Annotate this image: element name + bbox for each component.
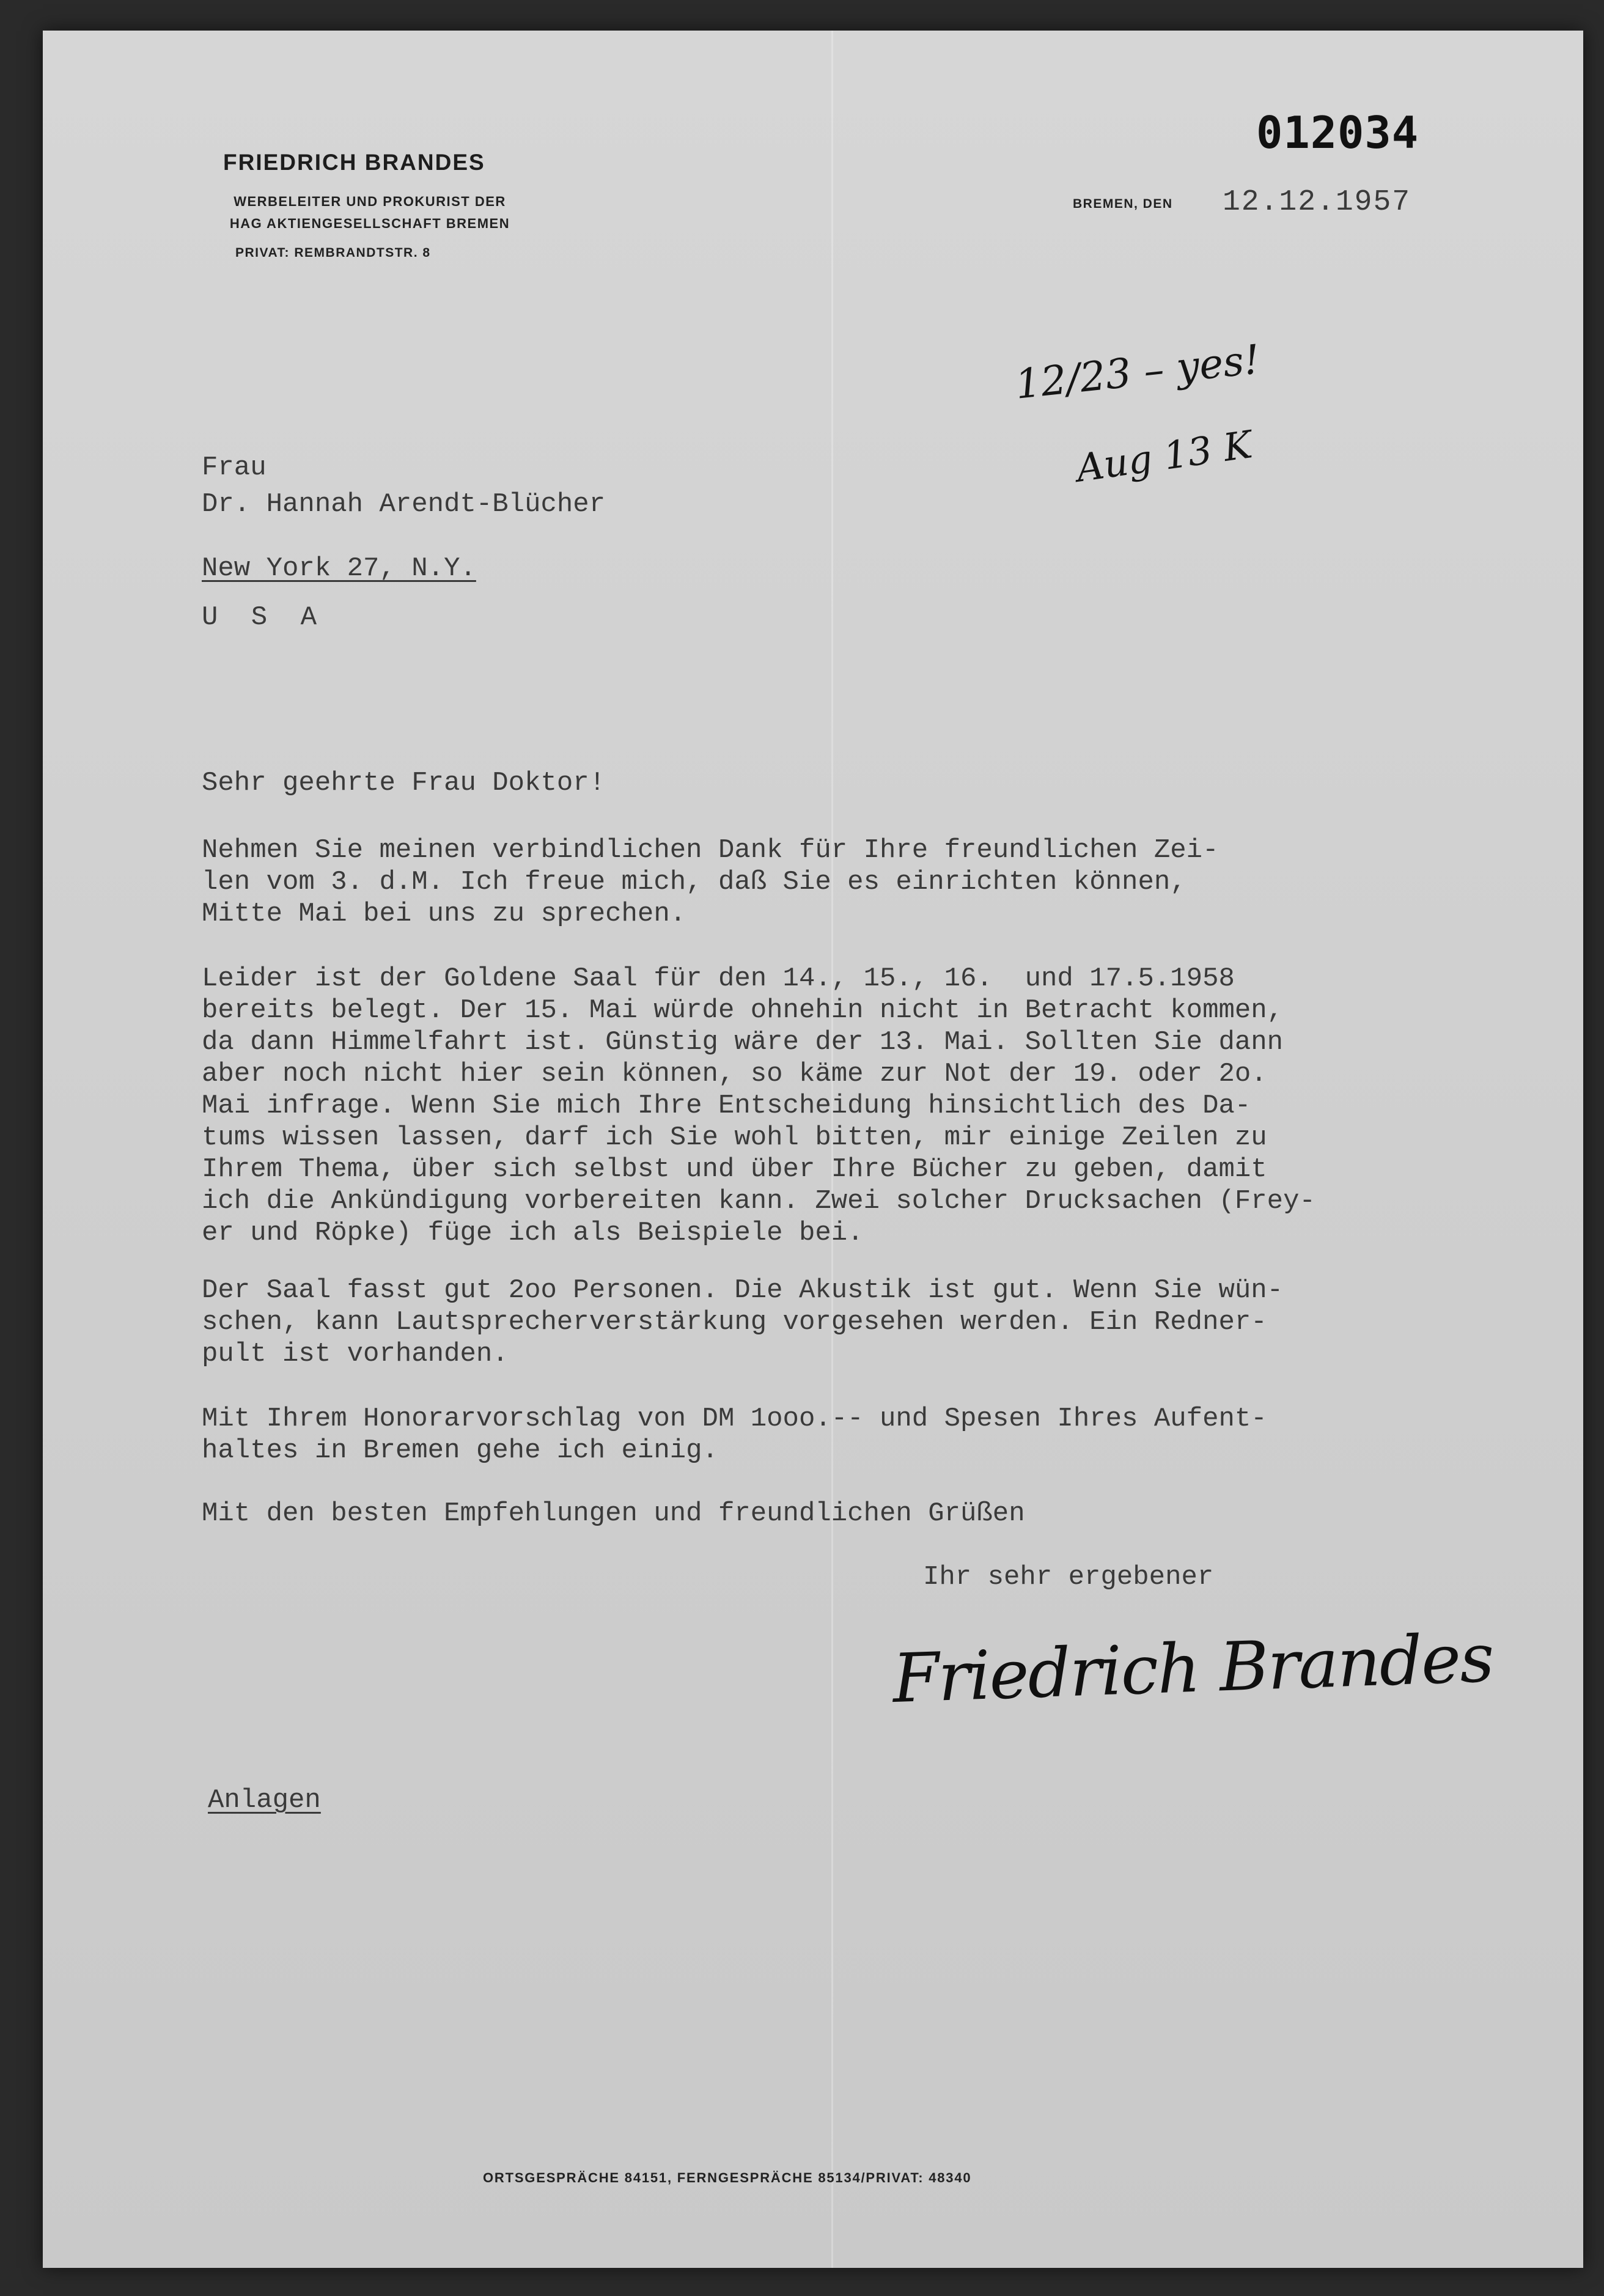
letterhead-title-line2: HAG AKTIENGESELLSCHAFT BREMEN <box>229 216 510 231</box>
recipient-country: U S A <box>202 602 326 633</box>
handwritten-note-2: Aug 13 K <box>1073 422 1255 491</box>
letterhead-title-line1: WERBELEITER UND PROKURIST DER <box>234 194 506 209</box>
recipient-city: New York 27, N.Y. <box>202 553 476 584</box>
letterhead-name: FRIEDRICH BRANDES <box>223 150 485 175</box>
recipient-salutation-title: Frau <box>202 452 267 483</box>
letter-closing: Mit den besten Empfehlungen und freundlichen Grüßen <box>202 1498 1025 1529</box>
date-value: 12.12.1957 <box>1223 186 1411 219</box>
handwritten-signature: Friedrich Brandes <box>891 1618 1495 1718</box>
document-number-stamp: 012034 <box>1256 107 1419 158</box>
letter-regards: Ihr sehr ergebener <box>923 1562 1214 1592</box>
letter-paragraph-4: Mit Ihrem Honorarvorschlag von DM 1ooo.-- und Spesen Ihres Aufent- haltes in Bremen gehe ich einig. <box>202 1404 1267 1466</box>
footer-phone-numbers: ORTSGESPRÄCHE 84151, FERNGESPRÄCHE 85134/PRIVAT: 48340 <box>483 2170 972 2185</box>
letter-paragraph-3: Der Saal fasst gut 2oo Personen. Die Akustik ist gut. Wenn Sie wün- schen, kann Lautsprecherverstärkung vorgesehen werden. Ein Redner- pult ist vorhanden. <box>202 1275 1284 1369</box>
recipient-name: Dr. Hannah Arendt-Blücher <box>202 489 606 520</box>
letterhead-private-address: PRIVAT: REMBRANDTSTR. 8 <box>235 246 431 260</box>
letterhead-title <box>199 191 541 235</box>
enclosures-label: Anlagen <box>208 1785 321 1816</box>
handwritten-note-1: 12/23 – yes! <box>1013 336 1262 408</box>
date-label: BREMEN, DEN <box>1073 197 1173 211</box>
letter-paragraph-1: Nehmen Sie meinen verbindlichen Dank für Ihre freundlichen Zei- len vom 3. d.M. Ich freue mich, daß Sie es einrichten können, Mitte Mai bei uns zu sprechen. <box>202 835 1219 929</box>
letter-sheet <box>43 31 1583 2268</box>
letter-paragraph-2: Leider ist der Goldene Saal für den 14., 15., 16. und 17.5.1958 bereits belegt. Der 15. Mai würde ohnehin nicht in Betracht kommen, da dann Himmelfahrt ist. Günstig wäre der 13. Mai. Sollten Sie dann aber noch nicht hier sein können, so käme zur Not der 19. oder 2o. Mai infrage. Wenn Sie mich Ihre Entscheidung hinsichtlich des Da- tums wissen lassen, darf ich Sie wohl bitten, mir einige Zeilen zu Ihrem Thema, über sich selbst und über Ihre Bücher zu geben, damit ich die Ankündigung vorbereiten kann. Zwei solcher Drucksachen (Frey- er und Röpke) füge ich als Beispiele bei. <box>202 963 1315 1248</box>
letter-salutation: Sehr geehrte Frau Doktor! <box>202 768 606 798</box>
